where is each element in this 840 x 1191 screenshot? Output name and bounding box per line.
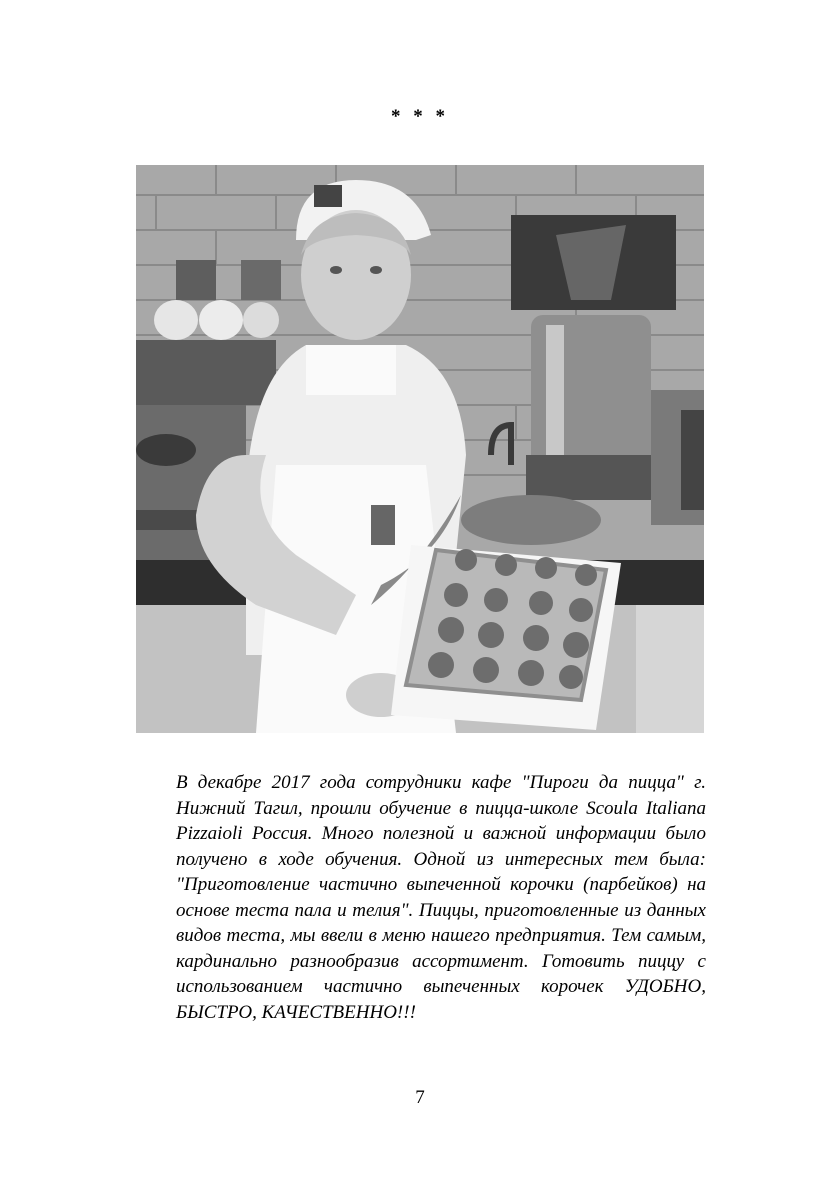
paragraph: В декабре 2017 года сотрудники кафе "Пироги да пицца" г. Нижний Тагил, прошли обучение в пицца-школе Scoula Italiana Pizzaioli Россия. Много полезной и важной информации было получено в ходе обучения. Одной из интересных тем была: "Приготовление частично выпеченной корочки (парбейков) на основе теста пала и телия". Пиццы, приготовленные из данных видов теста, мы ввели в меню нашего предприятия. Тем самым, кардинально разнообразив ассортимент. Готовить пиццу с использованием частично выпеченных корочек УДОБНО, БЫСТРО, КАЧЕСТВЕННО!!! xyxy=(176,772,706,1023)
photo xyxy=(136,165,704,733)
page-number: 7 xyxy=(415,1087,425,1108)
section-separator: * * * xyxy=(391,106,449,127)
